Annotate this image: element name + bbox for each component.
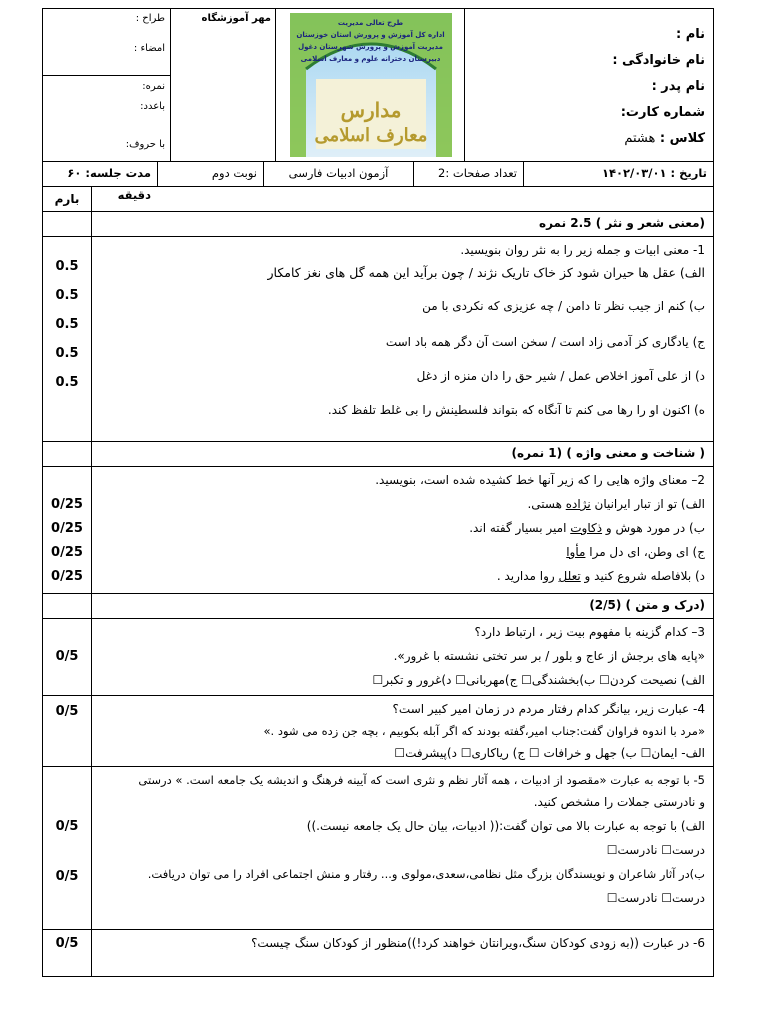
question-5 [43,767,713,930]
question-item: د) از علی آموز اخلاص عمل / شیر حق را دان منزه از دغل [416,369,705,383]
answer-options[interactable]: الف- ایمان☐ ب) جهل و خرافات ☐ ج) ریاکاری☐ د)پیشرفت☐ [394,746,705,760]
item-score: 0/5 [55,936,79,951]
underlined-word: ذکاوت [570,521,603,535]
pages-cell: تعداد صفحات :2 [413,162,523,186]
turn-cell: نوبت دوم [157,162,263,186]
svg-text:مدارس: مدارس [340,98,402,122]
question-item: ب) کنم از جیب نظر تا دامن / چه عزیزی که نکردی با من [422,299,705,313]
underlined-word: مأوا [566,545,586,559]
item-score: 0/5 [55,704,79,719]
exam-title: آزمون ادبیات فارسی [263,162,413,186]
question-item: الف) عقل ها حیران شود کز خاک تاریک نژند / چون برآید این همه گل های نغز کامکار [267,265,705,280]
section-2-title: ( شناخت و معنی واژه ) (1 نمره) [511,446,705,460]
question-item: د) بلافاصله شروع کنید و تعلل روا مدارید . [496,569,705,583]
score-label: نمره: [142,81,165,92]
duration-cell: مدت جلسه: ۶۰ دقیقه [67,166,151,202]
true-false-options[interactable]: درست☐ نادرست☐ [606,843,705,857]
section-title-row [43,594,713,619]
score-header: بارم [54,192,80,206]
question-item: ج) یادگاری کز آدمی زاد است / سخن است آن دگر همه باد است [385,335,705,349]
question-text: 2– معنای واژه هایی را که زیر آنها خط کشیده شده است، بنویسید. [375,473,705,487]
exam-sheet [42,8,714,977]
grading-box [43,9,277,161]
question-3 [43,619,713,696]
signature-label: امضاء : [133,43,165,54]
section-1-title: (معنی شعر و نثر ) 2.5 نمره [538,216,705,230]
question-text: و نادرستی جملات را مشخص کنید. [533,795,705,809]
question-quote: «پایه های برجش از عاج و بلور / بر سر تختی نشسته با غرور». [393,649,705,663]
date-cell: تاریخ : ۱۴۰۲/۰۳/۰۱ [523,162,713,186]
divider [43,75,171,76]
question-4 [43,696,713,767]
exam-header [43,9,713,162]
svg-text:معارف اسلامی: معارف اسلامی [314,125,428,146]
section-3-title: (درک و متن ) (2/5) [589,598,705,612]
card-label: شماره کارت: [620,105,705,120]
question-item: الف) با توجه به عبارت بالا می توان گفت:(( ادبیات، بیان حال یک جامعه نیست.)) [306,819,705,833]
stamp-column [170,9,277,161]
question-text: 3– کدام گزینه با مفهوم بیت زیر ، ارتباط دارد؟ [474,625,705,639]
name-label: نام : [675,27,705,42]
item-score: 0.5 [55,317,79,332]
question-text: 1- معنی ابیات و جمله زیر را به نثر روان بنویسید. [460,243,705,257]
signature-column [43,9,171,161]
question-item: ه) اکنون او را رها می کنم تا آنگاه که بتواند فلسطینش را بی غلط تلفظ کند. [327,403,705,417]
designer-label: طراح : [135,13,165,24]
question-1 [43,237,713,442]
question-quote: «مرد با اندوه فراوان گفت:جناب امیر،گفته بودند که اگر آبله بکوبیم ، بچه جن زده می شود .» [263,724,705,738]
item-score: 0/25 [51,545,83,560]
question-text: 6- در عبارت ((به زودی کودکان سنگ،ویرانتان خواهند کرد!))منظور از کودکان سنگ چیست؟ [251,936,705,950]
letters-label: با حروف: [125,139,165,150]
logo-text: طرح تعالی مدیریت اداره کل آموزش و پرورش استان خوزستان مدیریت آموزش و پرورش شهرستان دغول دبیرستان دخترانه علوم و معارف اسلامی [296,19,445,63]
digits-label: باعدد: [140,101,165,112]
item-score: 0/5 [55,649,79,664]
student-info [464,9,713,161]
question-text: 4- عبارت زیر، بیانگر کدام رفتار مردم در زمان امیر کبیر است؟ [392,702,705,716]
score-header-row [43,187,713,212]
answer-options[interactable]: الف) نصیحت کردن☐ ب)بخشندگی☐ ج)مهربانی☐ د)غرور و تکبر☐ [372,673,705,687]
school-logo [275,9,465,161]
family-label: نام خانوادگی : [612,53,705,68]
question-item: ج) ای وطن، ای دل مرا مأوا [566,545,705,559]
section-title-row [43,442,713,467]
question-item: ب) در مورد هوش و ذکاوت امیر بسیار گفته اند. [469,521,705,535]
item-score: 0/5 [55,869,79,884]
question-item: ب)در آثار شاعران و نویسندگان بزرگ مثل نظامی،سعدی،مولوی و... رفتار و منش اجتماعی افراد را می توان دریافت. [147,867,705,881]
father-label: نام پدر : [651,79,705,94]
underlined-word: نژاده [565,497,591,511]
item-score: 0.5 [55,259,79,274]
question-2 [43,467,713,594]
item-score: 0/25 [51,521,83,536]
class-label: کلاس : هشتم [624,131,705,146]
item-score: 0.5 [55,346,79,361]
stamp-label: مهر آموزشگاه [201,13,271,24]
underlined-word: تعلل [558,569,581,583]
question-text: 5- با توجه به عبارت «مقصود از ادبیات ، همه آثار نظم و نثری است که آیینه فرهنگ و اندیشه یک جامعه است. » درستی [138,773,705,787]
item-score: 0/25 [51,569,83,584]
item-score: 0.5 [55,288,79,303]
true-false-options[interactable]: درست☐ نادرست☐ [606,891,705,905]
item-score: 0.5 [55,375,79,390]
question-6 [43,930,713,976]
item-score: 0/25 [51,497,83,512]
class-value: هشتم [624,131,656,146]
item-score: 0/5 [55,819,79,834]
section-title-row [43,212,713,237]
question-item: الف) تو از تبار ایرانیان نژاده هستی. [527,497,705,511]
